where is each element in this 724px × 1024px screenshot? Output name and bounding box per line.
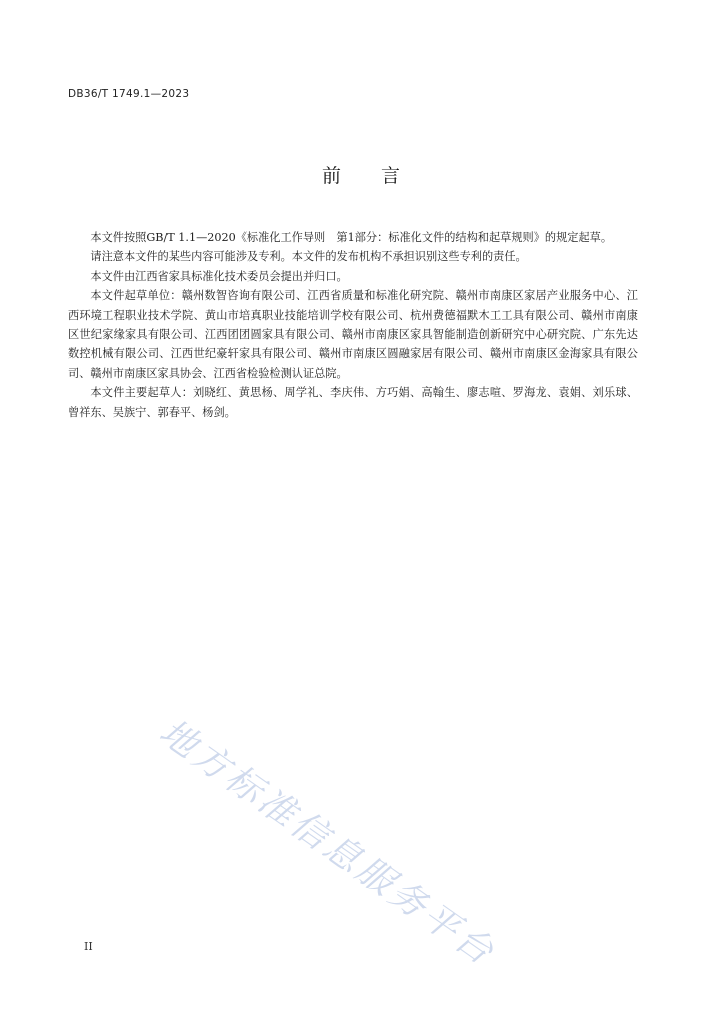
watermark: 地方标准信息服务平台 [151, 711, 504, 975]
paragraph-proposer: 本文件由江西省家具标准化技术委员会提出并归口。 [90, 269, 348, 283]
page-number: II [84, 940, 93, 953]
standard-code: DB36/T 1749.1—2023 [68, 88, 190, 100]
paragraph-patent-notice: 请注意本文件的某些内容可能涉及专利。本文件的发布机构不承担识别这些专利的责任。 [90, 250, 527, 264]
section-title [0, 161, 724, 188]
section-title-part2: 言 [381, 165, 403, 187]
paragraph-drafters: 本文件主要起草人：刘晓红、黄思杨、周学礼、李庆伟、方巧娟、高翰生、廖志喧、罗海龙、袁娟、刘乐球、曾祥东、吴族宁、郭春平、杨剑。 [68, 386, 638, 419]
section-title-part1: 前 [321, 165, 343, 187]
paragraph-drafting-rules: 本文件按照GB/T 1.1—2020《标准化工作导则 第1部分：标准化文件的结构和起草规则》的规定起草。 [90, 231, 613, 244]
paragraph-drafting-units: 本文件起草单位：赣州数智咨询有限公司、江西省质量和标准化研究院、赣州市南康区家居产业服务中心、江西环境工程职业技术学院、黄山市培真职业技能培训学校有限公司、杭州费德福默木工工具有限公司、赣州市南康区世纪家缘家具有限公司、江西团团圆家具有限公司、赣州市南康区家具智能制造创新研究中心研究院、广东先达数控机械有限公司、江西世纪豪轩家具有限公司、赣州市南康区圆融家居有限公司、赣州市南康区金海家具有限公司、赣州市南康区家具协会、江西省检验检测认证总院。 [68, 289, 638, 380]
foreword-body [68, 228, 638, 422]
